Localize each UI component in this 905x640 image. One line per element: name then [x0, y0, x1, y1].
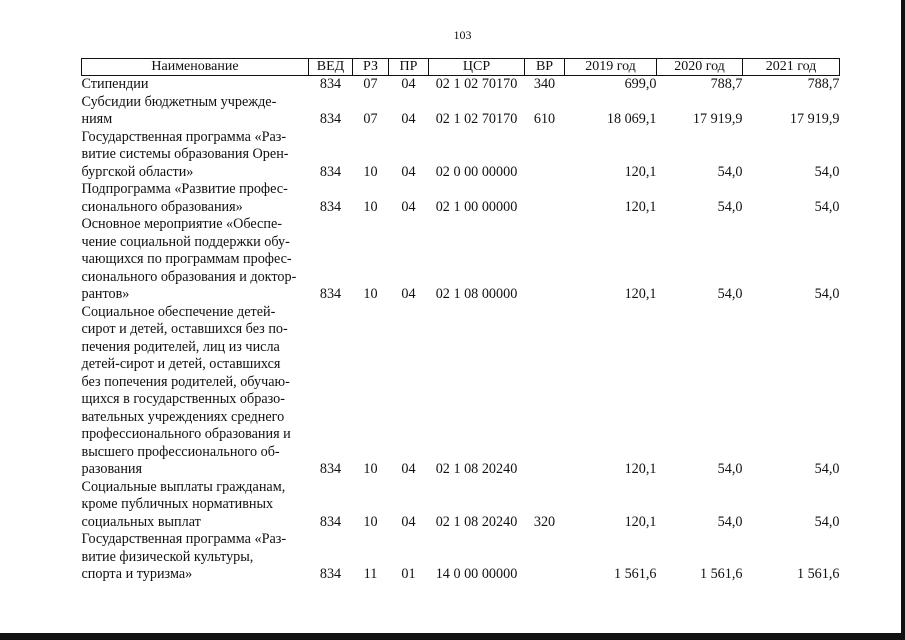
cell-name-line: Субсидии бюджетным учрежде- — [81, 93, 277, 110]
cell-2019: 1 561,6 — [613, 566, 657, 582]
col-header-rz: РЗ — [353, 59, 389, 76]
cell-name-line: спорта и туризма» — [81, 566, 193, 582]
cell-name — [82, 76, 309, 94]
cell-2019: 120,1 — [624, 286, 657, 302]
cell-ved: 834 — [319, 566, 342, 582]
cell-2020: 54,0 — [717, 513, 743, 530]
cell-name-line: щихся в государственных образо- — [81, 391, 285, 407]
cell-rz: 07 — [363, 76, 378, 92]
cell-vr — [525, 216, 565, 304]
cell-2020: 54,0 — [717, 461, 743, 477]
cell-2020: 788,7 — [710, 76, 743, 92]
cell-name-line: чение социальной поддержки обу- — [81, 233, 290, 250]
cell-2021: 17 919,9 — [789, 111, 840, 127]
cell-name — [82, 181, 309, 216]
cell-ved: 834 — [319, 76, 342, 92]
cell-name — [82, 94, 309, 129]
cell-rz: 10 — [363, 163, 378, 180]
cell-vr: 340 — [533, 76, 556, 92]
cell-rz: 11 — [363, 566, 378, 582]
cell-ved: 834 — [319, 513, 342, 530]
table-header-row — [82, 59, 840, 76]
cell-2019: 120,1 — [624, 513, 657, 530]
cell-name-line: социальных выплат — [81, 513, 201, 530]
cell-name-line: Социальные выплаты гражданам, — [81, 478, 286, 495]
cell-rz: 10 — [363, 286, 378, 302]
cell-vr — [525, 181, 565, 216]
cell-name — [82, 129, 309, 182]
cell-2020: 17 919,9 — [692, 111, 743, 127]
cell-csr: 02 1 08 20240 — [435, 461, 518, 477]
cell-ved: 834 — [319, 111, 342, 127]
cell-csr: 02 0 00 00000 — [435, 163, 518, 180]
cell-2019: 699,0 — [624, 76, 657, 92]
cell-pr: 04 — [401, 198, 416, 215]
table-row — [82, 129, 840, 182]
cell-2021: 1 561,6 — [796, 566, 840, 582]
cell-2019: 120,1 — [624, 461, 657, 477]
cell-name-line: без попечения родителей, обучаю- — [81, 373, 290, 390]
cell-name-line: витие физической культуры, — [81, 548, 254, 565]
cell-name — [82, 479, 309, 532]
cell-name-line: витие системы образования Орен- — [81, 146, 289, 162]
cell-rz: 07 — [363, 111, 378, 127]
cell-name-line: сионального образования» — [81, 198, 243, 215]
table-row — [82, 76, 840, 94]
cell-vr — [525, 531, 565, 584]
cell-rz: 10 — [363, 461, 378, 477]
budget-table — [81, 58, 840, 584]
cell-name-line: Государственная программа «Раз- — [81, 128, 287, 145]
cell-name-line: сионального образования и доктор- — [81, 268, 297, 285]
cell-csr: 02 1 08 00000 — [435, 286, 518, 302]
cell-vr — [525, 304, 565, 479]
cell-name-line: разования — [81, 461, 143, 477]
cell-name-line: детей-сирот и детей, оставшихся — [81, 356, 281, 372]
cell-pr: 04 — [401, 111, 416, 127]
cell-pr: 01 — [401, 566, 416, 582]
cell-name-line: Основное мероприятие «Обеспе- — [81, 216, 282, 232]
table-body — [82, 76, 840, 584]
cell-name — [82, 531, 309, 584]
cell-2021: 54,0 — [814, 163, 840, 180]
cell-2021: 54,0 — [814, 198, 840, 215]
cell-name-line: Социальное обеспечение детей- — [81, 303, 276, 320]
table-row — [82, 531, 840, 584]
cell-name-line: вательных учреждениях среднего — [81, 408, 285, 425]
cell-name-line: сирот и детей, оставшихся без по- — [81, 321, 288, 337]
cell-2020: 54,0 — [717, 286, 743, 302]
cell-csr: 14 0 00 00000 — [435, 566, 518, 582]
cell-pr: 04 — [401, 286, 416, 302]
col-header-2021: 2021 год — [743, 59, 840, 76]
col-header-name: Наименование — [82, 59, 309, 76]
cell-name-line: Стипендии — [81, 76, 149, 92]
col-header-vr: ВР — [525, 59, 565, 76]
cell-name-line: чающихся по программам профес- — [81, 251, 292, 267]
cell-2021: 54,0 — [814, 513, 840, 530]
cell-name-line: ниям — [81, 111, 113, 127]
cell-name-line: бургской области» — [81, 163, 194, 180]
col-header-pr: ПР — [389, 59, 429, 76]
cell-rz: 10 — [363, 198, 378, 215]
scan-edge-bottom — [0, 633, 905, 640]
cell-name-line: высшего профессионального об- — [81, 443, 280, 460]
cell-2019: 120,1 — [624, 198, 657, 215]
col-header-ved: ВЕД — [309, 59, 353, 76]
cell-name-line: кроме публичных нормативных — [81, 496, 274, 512]
cell-2019: 18 069,1 — [606, 111, 657, 127]
col-header-csr: ЦСР — [429, 59, 525, 76]
cell-ved: 834 — [319, 163, 342, 180]
cell-csr: 02 1 02 70170 — [435, 111, 518, 127]
cell-pr: 04 — [401, 513, 416, 530]
cell-name-line: профессионального образования и — [81, 426, 291, 442]
cell-pr: 04 — [401, 163, 416, 180]
col-header-2020: 2020 год — [657, 59, 743, 76]
cell-2021: 54,0 — [814, 461, 840, 477]
cell-2020: 1 561,6 — [699, 566, 743, 582]
cell-csr: 02 1 00 00000 — [435, 198, 518, 215]
cell-vr — [525, 129, 565, 182]
cell-2020: 54,0 — [717, 163, 743, 180]
cell-vr: 610 — [533, 111, 556, 127]
cell-ved: 834 — [319, 198, 342, 215]
cell-vr: 320 — [533, 513, 556, 530]
cell-2021: 788,7 — [807, 76, 840, 92]
cell-name-line: Государственная программа «Раз- — [81, 531, 287, 547]
table-row — [82, 479, 840, 532]
cell-csr: 02 1 08 20240 — [435, 513, 518, 530]
col-header-2019: 2019 год — [565, 59, 657, 76]
table-row — [82, 216, 840, 304]
cell-name-line: Подпрограмма «Развитие профес- — [81, 181, 288, 197]
cell-2019: 120,1 — [624, 163, 657, 180]
cell-pr: 04 — [401, 461, 416, 477]
table-row — [82, 181, 840, 216]
table-row — [82, 304, 840, 479]
cell-2020: 54,0 — [717, 198, 743, 215]
cell-rz: 10 — [363, 513, 378, 530]
cell-name-line: рантов» — [81, 286, 130, 302]
cell-ved: 834 — [319, 286, 342, 302]
cell-csr: 02 1 02 70170 — [435, 76, 518, 92]
page-number: 103 — [453, 28, 472, 42]
scan-edge-right — [901, 0, 905, 640]
table-row — [82, 94, 840, 129]
cell-ved: 834 — [319, 461, 342, 477]
cell-name — [82, 304, 309, 479]
cell-name-line: печения родителей, лиц из числа — [81, 338, 280, 355]
cell-2021: 54,0 — [814, 286, 840, 302]
cell-name — [82, 216, 309, 304]
cell-pr: 04 — [401, 76, 416, 92]
